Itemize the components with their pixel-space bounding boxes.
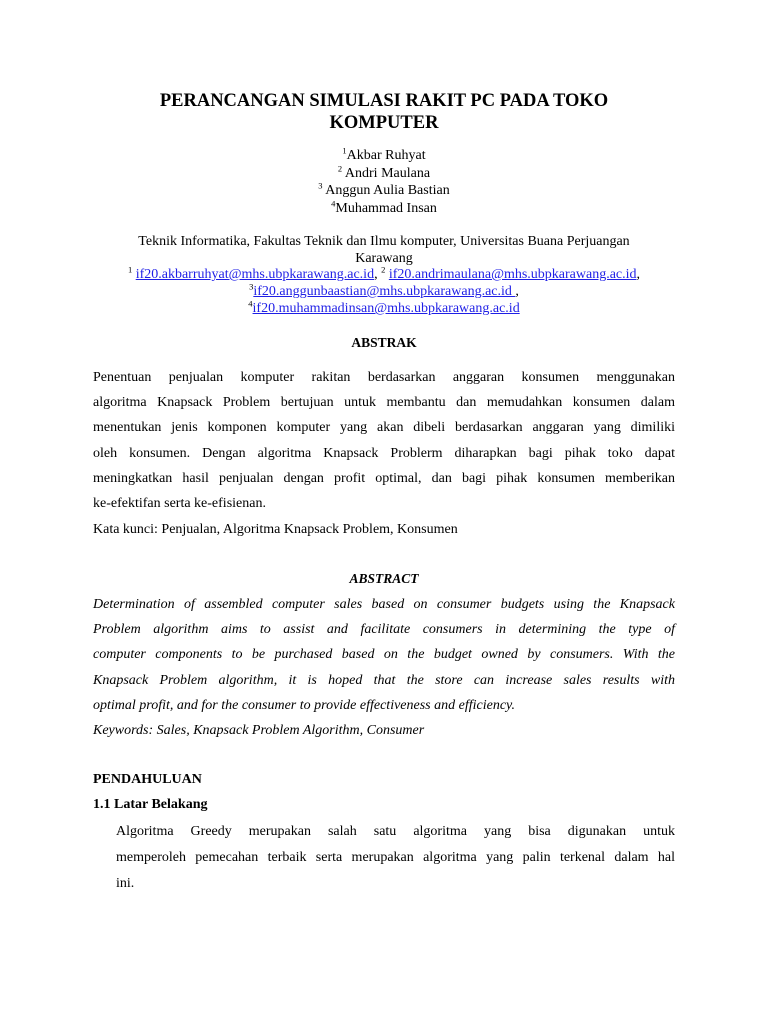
section-heading: PENDAHULUAN (93, 772, 202, 787)
email-number: 4 (248, 298, 253, 309)
text-line: menentukan jenis komponen komputer yang akan dibeli berdasarkan anggaran yang dimiliki (93, 420, 675, 436)
abstract-body (93, 592, 675, 718)
author-entry (93, 162, 675, 183)
email-number: 2 (381, 264, 386, 275)
text-line: Penentuan penjualan komputer rakitan berdasarkan anggaran konsumen menggunakan (93, 370, 675, 385)
text-line: Knapsack Problem algorithm, it is hoped that the store can increase sales results with (93, 672, 675, 688)
email-separator: , (636, 267, 641, 282)
text-line: oleh konsumen. Dengan algoritma Knapsack Problerm diharapkan bagi pihak toko dapat (93, 445, 675, 461)
author-entry (93, 182, 675, 200)
author-name: Anggun Aulia Bastian (325, 183, 450, 198)
paper-title (93, 90, 675, 134)
email-row (93, 300, 675, 317)
text-line: ini. (116, 876, 135, 891)
author-number: 4 (331, 197, 336, 208)
email-link[interactable]: if20.andrimaulana@mhs.ubpkarawang.ac.id (388, 267, 637, 282)
text-line: Determination of assembled computer sales based on consumer budgets using the Knapsack (93, 597, 675, 612)
text-line: Algoritma Greedy merupakan salah satu algoritma yang bisa digunakan untuk (116, 824, 675, 839)
intro-body (116, 819, 675, 897)
author-name: Akbar Ruhyat (346, 148, 426, 163)
text-line: memperoleh pemecahan terbaik serta merupakan algoritma yang palin terkenal dalam hal (116, 850, 675, 865)
email-row (93, 283, 675, 300)
subsection-heading: 1.1 Latar Belakang (93, 797, 208, 812)
author-number: 2 (337, 162, 343, 173)
email-separator: , (515, 284, 519, 299)
email-list (93, 266, 675, 317)
email-link[interactable]: if20.akbarruhyat@mhs.ubpkarawang.ac.id (135, 267, 375, 282)
author-name: Andri Maulana (344, 165, 431, 181)
abstrak-heading: ABSTRAK (351, 335, 417, 350)
title-line: KOMPUTER (329, 113, 439, 133)
text-line: computer components to be purchased based on the budget owned by consumers. With the (93, 647, 675, 663)
email-row (93, 266, 675, 283)
abstrak-body (93, 365, 675, 516)
affiliation (93, 234, 675, 267)
email-link[interactable]: if20.anggunbaastian@mhs.ubpkarawang.ac.id (253, 284, 516, 299)
abstract-heading: ABSTRACT (349, 571, 419, 586)
email-link[interactable]: if20.muhammadinsan@mhs.ubpkarawang.ac.id (252, 301, 520, 316)
author-entry (93, 197, 675, 218)
text-line: algoritma Knapsack Problem bertujuan untuk membantu dan memudahkan konsumen dalam (93, 395, 675, 411)
text-line: optimal profit, and for the consumer to provide effectiveness and efficiency. (93, 697, 515, 713)
text-line: meningkatkan hasil penjualan dengan profit optimal, dan bagi pihak konsumen memberikan (93, 470, 675, 486)
author-number: 1 (342, 145, 347, 156)
affiliation-line: Karawang (355, 250, 413, 266)
abstract-keywords: Keywords: Sales, Knapsack Problem Algorithm, Consumer (93, 723, 425, 738)
title-line: PERANCANGAN SIMULASI RAKIT PC PADA TOKO (159, 91, 609, 111)
email-separator: , (374, 267, 382, 282)
email-number: 3 (249, 281, 254, 292)
author-number: 3 (318, 180, 323, 191)
author-name: Muhammad Insan (335, 200, 437, 216)
affiliation-line: Teknik Informatika, Fakultas Teknik dan Ilmu komputer, Universitas Buana Perjuangan (138, 234, 630, 249)
text-line: ke-efektifan serta ke-efisienan. (93, 496, 266, 512)
author-list (93, 147, 675, 217)
text-line: Problem algorithm aims to assist and facilitate consumers in determining the type of (93, 622, 675, 638)
author-entry (93, 147, 675, 165)
abstrak-keywords: Kata kunci: Penjualan, Algoritma Knapsack Problem, Konsumen (93, 522, 458, 537)
email-number: 1 (127, 264, 133, 275)
